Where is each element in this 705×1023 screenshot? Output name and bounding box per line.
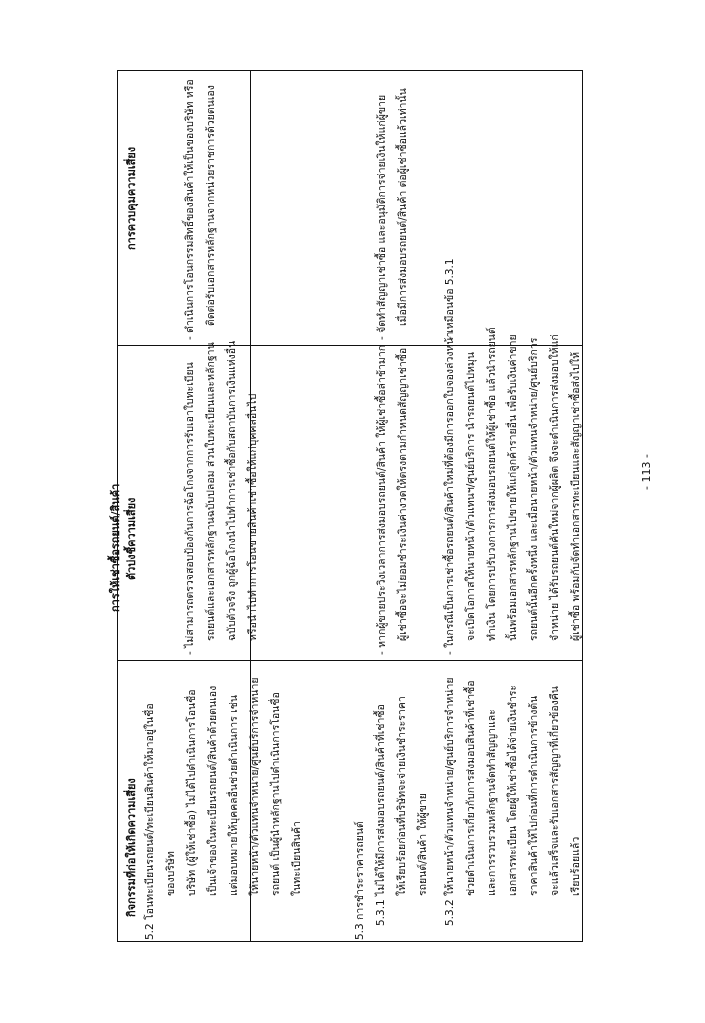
row3-activity-line: ช่วยดำเนินการเกี่ยวกับการส่งมอบสินค้าที่เช่าซื้อ [465, 680, 477, 896]
row1-control-line: ติดต่อรับเอกสารหลักฐานจากหน่วยราชการด้วยตนเอง [205, 85, 217, 326]
row3-indicator-line: จำหน่าย ได้รับรถยนต์คันใหม่จากผู้ผลิต จึงจะดำเนินการส่งมอบให้แก่ [549, 334, 561, 641]
row2-indicator-line: - หากผู้ขายประวิงเวลาการส่งมอบรถยนต์/สินค้า ให้ผู้เช่าซื้อล่าช้ามาก [376, 344, 388, 655]
row1-indicator [180, 341, 264, 655]
row1-activity-line: เป็นเจ้าของในทะเบียนรถยนต์/สินค้าด้วยตนเอง [207, 685, 219, 896]
row2-control-line: - จัดทำสัญญาเช่าซื้อ และอนุมัติการจ่ายเงินให้แก่ผู้ขาย [376, 94, 388, 340]
row1-indicator-line: รถยนต์และเอกสารหลักฐานฉบับปลอม ส่วนใบทะเบียนและหลักฐาน [205, 342, 217, 641]
row3-activity-line: 5.3.2 ให้นายหน้า/ตัวแทนจำหน่าย/ศูนย์บริการจำหน่าย [444, 677, 456, 926]
row3-control [440, 258, 461, 340]
row2-activity-line: 5.3 การชำระราคารถยนต์ [354, 821, 366, 940]
header-activity: กิจกรรมที่ก่อให้เกิดความเสี่ยง [125, 778, 138, 917]
row2-indicator-line: ผู้เช่าซื้อจะไม่ยอมชำระเงินค่างวดให้ตรงตามกำหนดสัญญาเช่าซื้อ [397, 347, 409, 641]
page-number: - 113 - [640, 454, 653, 490]
row2-activity-line: 5.3.1 ไม่ได้ให้มีการส่งมอบรถยนต์/สินค้าที่เช่าซื้อ [375, 704, 387, 926]
row1-activity-line: 5.2 โอนทะเบียนรถยนต์/ทะเบียนสินค้าให้มาอยู่ในชื่อ [144, 703, 156, 940]
row1-activity-line: ในทะเบียนสินค้า [291, 821, 303, 896]
row3-activity-line: ราคาสินค้าให้ไปก่อนที่การดำเนินการข้างต้น [528, 695, 540, 896]
row3-activity-line: และการรวบรวมหลักฐานจัดทำสัญญาและ [486, 709, 498, 896]
row1-control [180, 79, 222, 340]
row2-activity-line: รถยนต์/สินค้า ให้ผู้ขาย [417, 793, 429, 896]
row1-indicator-line: หรือนำไปทำการโอนขายสินค้าเช่าซื้อให้แก่บุคคลอื่นไป [247, 393, 259, 641]
row3-activity-line: เอกสารทะเบียน โดยผู้ให้เช่าซื้อได้จ่ายเงินชำระ [507, 684, 519, 896]
row1-activity-line: แต่มอบหมายให้บุคคลอื่นช่วยดำเนินการ เช่น [228, 694, 240, 896]
row3-indicator-line: จะเปิดโอกาสให้นายหน้า/ตัวแทนฯ/ศูนย์บริการ นำรถยนต์ไปหมุน [465, 351, 477, 641]
row2-control [372, 88, 414, 340]
row3-activity-line: จะแล้วเสร็จและรับเอกสารสัญญาที่เกี่ยวข้องคืน [549, 686, 561, 896]
row3-activity [440, 677, 587, 940]
row2-control-line: เมื่อมีการส่งมอบรถยนต์/สินค้า ต่อผู้เช่าซื้อแล้วเท่านั้น [397, 88, 409, 326]
row1-activity [140, 677, 308, 940]
row1-control-line: - ดำเนินการโอนกรรมสิทธิ์ของสินค้าให้เป็นของบริษัท หรือ [184, 79, 196, 340]
header-control: การควบคุมความเสี่ยง [125, 146, 138, 250]
row3-indicator-line: นั้นพร้อมเอกสารหลักฐานไปขายให้แก่ลูกค้ารายอื่น เพื่อรับเงินค่าขาย [507, 334, 519, 641]
row3-indicator-line: - ในกรณีเป็นการเช่าซื้อรถยนต์/สินค้าใหม่ที่ต้องมีการออกใบจองล่วงหน้า [444, 331, 456, 655]
row1-activity-line: บริษัท (ผู้ให้เช่าซื้อ) ไม่ได้ไปดำเนินการโอนชื่อ [186, 689, 198, 896]
column-rule-2 [117, 660, 583, 661]
row1-activity-line: ให้นายหน้า/ตัวแทนจำหน่าย/ศูนย์บริการจำหน่าย [249, 677, 261, 896]
row1-activity-line: รถยนต์ เป็นผู้นำหลักฐานไปดำเนินการโอนชื่อ [270, 692, 282, 896]
row3-activity-line: เรียบร้อยแล้ว [570, 836, 582, 896]
row3-indicator-line: รถยนต์นั้นอีกครั้งหนึ่ง และเมื่อนายหน้า/ตัวแทนจำหน่าย/ศูนย์บริการ [528, 337, 540, 641]
row3-indicator-line: ผู้เช่าซื้อ พร้อมกับจัดทำเอกสารทะเบียนและสัญญาเช่าซื้อส่งไปให้ [570, 351, 582, 641]
row3-indicator-line: ทำเงิน โดยการปรับวงการการส่งมอบรถยนต์ให้ผู้เช่าซื้อ แล้วนำรถยนต์ [486, 327, 498, 641]
header-indicator: ตัวบ่งชี้ความเสี่ยง [125, 497, 138, 580]
row2-activity [350, 696, 434, 940]
row1-indicator-line: ฉบับตัวจริง ถูกผู้ฉ้อโกงนำไปทำการเช่าซื้อกับสถาบันการเงินแห่งอื่น [226, 340, 238, 641]
row1-indicator-line: - ไม่สามารถตรวจสอบป้องกันการฉ้อโกงจากการรับเอาใบทะเบียน [184, 362, 196, 655]
page-title: การให้เช่าซื้อรถยนต์/สินค้า [109, 483, 122, 612]
row1-activity-line: ของบริษัท [165, 851, 177, 896]
row2-indicator [372, 345, 414, 655]
row3-indicator [440, 327, 587, 655]
row2-activity-line: ให้เรียบร้อยก่อนที่บริษัทจะจ่ายเงินชำระราคา [396, 696, 408, 896]
row3-control-line: - เหมือนข้อ 5.3.1 [444, 258, 456, 340]
